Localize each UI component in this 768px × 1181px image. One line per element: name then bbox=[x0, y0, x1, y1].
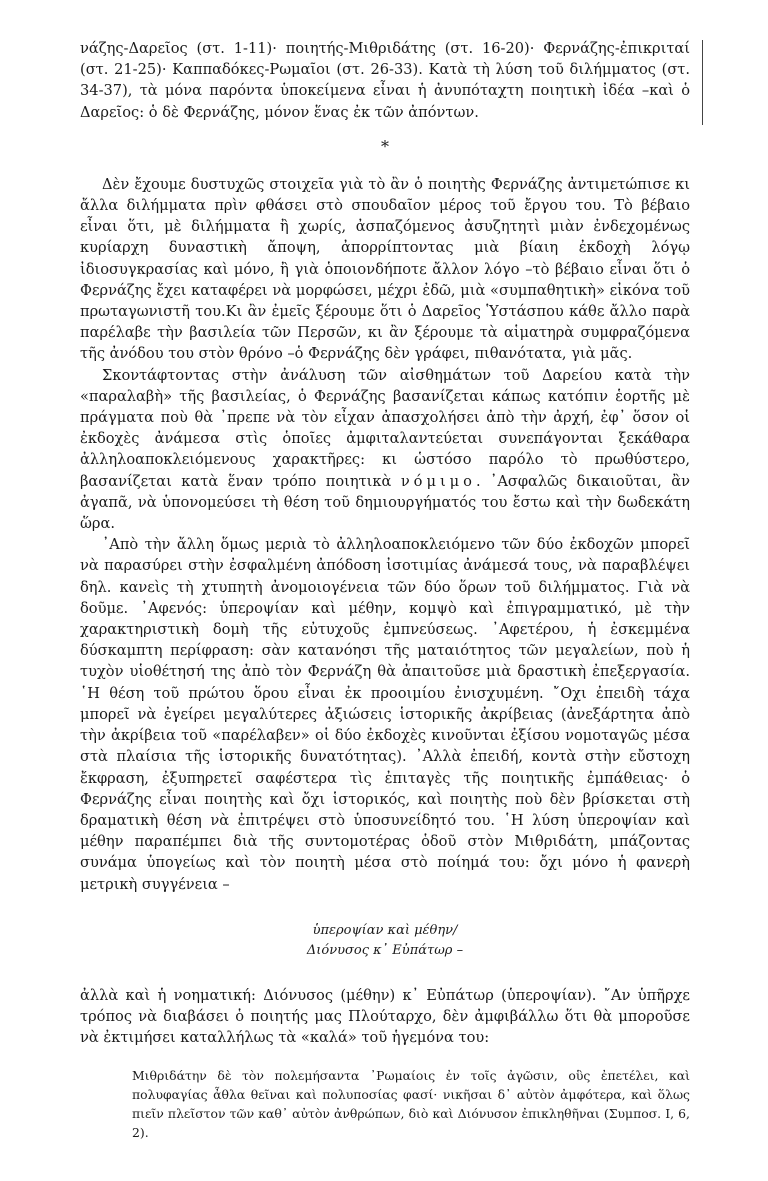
section-asterisk: * bbox=[381, 136, 389, 156]
paragraph-fernazis-dilemmas: Δὲν ἔχουμε δυστυχῶς στοιχεῖα γιὰ τὸ ἂν ὁ ποιητὴς Φερνάζης ἀντιμετώπισε κι ἄλλα διλήμματα πρὶν φθάσει στὸ σπουδαῖον μέρος τοῦ ἔργου του. Τὸ βέβαιο εἶναι ὅτι, μὲ διλήμματα ἢ χωρίς, ἀσπαζόμενος ἀσυζητητὶ μιὰν ἐνδεχομένως κυρίαρχη δυναστικὴ ἄποψη, ἀπορρίπτοντας μιὰ βίαιη ἐκδοχὴ λόγῳ ἰδιοσυγκρασίας καὶ μόνο, ἢ γιὰ ὁποιονδήποτε ἄλλον λόγο –τὸ βέβαιο εἶναι ὅτι ὁ Φερνάζης ἔχει καταφέρει νὰ μορφώσει, μέχρι ἐδῶ, μιὰ «συμπαθητικὴ» εἰκόνα τοῦ πρωταγωνιστῆ του.Κι ἂν ἐμεῖς ξέρουμε ὅτι ὁ Δαρεῖος Ὑστάσπου κάθε ἄλλο παρὰ παρέλαβε τὴν βασιλεία τῶν Περσῶν, κι ἂν ξέρουμε τὰ αἱματηρὰ συμφραζόμενα τῆς ἀνόδου του στὸν θρόνο –ὁ Φερνάζης δὲν γράφει, πιθανότατα, γιὰ μᾶς. bbox=[80, 175, 690, 363]
emphasized-word-nomimo: νόμιμο bbox=[400, 472, 476, 490]
paragraph-intro: νάζης-Δαρεῖος (στ. 1-11)· ποιητής-Μιθριδάτης (στ. 16-20)· Φερνάζης-ἐπικριταί (στ. 21-25)· Καππαδόκες-Ρωμαῖοι (στ. 26-33). Κατὰ τὴ λύση τοῦ διλήμματος (στ. 34-37), τὰ μόνα παρόντα ὑποκείμενα εἶναι ἡ ἀνυπόταχτη ποιητικὴ ἰδέα –καὶ ὁ Δαρεῖος: ὁ δὲ Φερνάζης, μόνον ἕνας ἐκ τῶν ἀπόντων. bbox=[80, 40, 690, 121]
margin-rule bbox=[702, 40, 703, 125]
verse-line-2: Διόνυσος κ᾿ Εὐπάτωρ – bbox=[306, 942, 464, 958]
verse-line-1: ὑπεροψίαν καὶ μέθην/ bbox=[312, 922, 458, 938]
page-body bbox=[80, 38, 690, 1142]
paragraph-darius-analysis-part2: . ᾿Ασφαλῶς δικαιοῦται, ἂν ἀγαπᾶ, νὰ ὑπονομεύσει τὴ θέση τοῦ δημιουργήματός του ἔστω καὶ τὴν δωδεκάτη ὥρα. bbox=[80, 472, 690, 533]
paragraph-plutarch-intro: ἀλλὰ καὶ ἡ νοηματική: Διόνυσος (μέθην) κ᾿ Εὐπάτωρ (ὑπεροψίαν). ῎Αν ὑπῆρχε τρόπος νὰ διαβάσει ὁ ποιητής μας Πλούταρχο, δὲν ἀμφιβάλλω ὅτι θὰ μποροῦσε νὰ ἐκτιμήσει καταλλήλως τὰ «καλά» τοῦ ἡγεμόνα του: bbox=[80, 986, 690, 1047]
paragraph-darius-analysis bbox=[80, 365, 690, 535]
plutarch-quote: Μιθριδάτην δὲ τὸν πολεμήσαντα ᾿Ρωμαίοις ἐν τοῖς ἀγῶσιν, οὓς ἐπετέλει, καὶ πολυφαγίας ἆθλα θεῖναι καὶ πολυποσίας φασί· νικῆσαι δ᾿ αὐτὸν ἀμφότερα, καὶ ὅλως πιεῖν πλεῖστον τῶν καθ᾿ αὐτὸν ἀνθρώπων, διὸ καὶ Διόνυσον ἐπικληθῆναι (Συμποσ. I, 6, 2). bbox=[132, 1068, 690, 1141]
paragraph-two-versions: ᾿Απὸ τὴν ἄλλη ὅμως μεριὰ τὸ ἀλληλοαποκλειόμενο τῶν δύο ἐκδοχῶν μπορεῖ νὰ παρασύρει στὴν ἐσφαλμένη ἀπόδοση ἰσοτιμίας ἀνάμεσά τους, νὰ παραβλέψει δηλ. κανεὶς τὴ χτυπητὴ ἀνομοιογένεια τῶν δύο ὅρων τοῦ διλήμματος. Γιὰ νὰ δοῦμε. ᾿Αφενός: ὑπεροψίαν καὶ μέθην, κομψὸ καὶ ἐπιγραμματικό, μὲ τὴν χαρακτηριστικὴ δομὴ τῆς εὐτυχοῦς ἐμπνεύσεως. ᾿Αφετέρου, ἡ ἐσκεμμένα δύσκαμπτη περίφραση: σὰν κατανόησι τῆς ματαιότητος τῶν μεγαλείων, ποὺ ἡ τυχὸν υἱοθέτησή της ἀπὸ τὸν Φερνάζη θὰ ἀπαιτοῦσε μιὰ δραστικὴ ἐπεξεργασία. ῾Η θέση τοῦ πρώτου ὅρου εἶναι ἐκ προοιμίου ἐνισχυμένη. ῎Οχι ἐπειδὴ τάχα μπορεῖ νὰ ἐγείρει μεγαλύτερες ἀξιώσεις ἱστορικῆς ἀκρίβειας (ἀνεξάρτητα ἀπὸ τὴν ἀκρίβεια τοῦ «παρέλαβεν» οἱ δύο ἐκδοχὲς κινοῦνται ἐξίσου νομοταγῶς μέσα στὰ πλαίσια τῆς ἱστορικῆς δυνατότητας). ᾿Αλλὰ ἐπειδή, κοντὰ στὴν εὔστοχη ἔκφραση, ἐξυπηρετεῖ σαφέστερα τὶς ἐπιταγὲς τῆς ποιητικῆς ἐμπάθειας· ὁ Φερνάζης εἶναι ποιητὴς καὶ ὄχι ἱστορικός, καὶ ποιητὴς ποὺ δὲν βρίσκεται στὴ δραματικὴ θέση νὰ ἐπιτρέψει στὸ ὑποσυνείδητό του. ῾Η λύση ὑπεροψίαν καὶ μέθην παραπέμπει διὰ τῆς συντομοτέρας ὁδοῦ στὸν Μιθριδάτη, μπάζοντας συνάμα ὑπογείως καὶ τὸν ποιητὴ μέσα στὸ ποίημά του: ὄχι μόνο ἡ φανερὴ μετρικὴ συγγένεια – bbox=[80, 536, 690, 893]
paragraph-darius-analysis-part1: Σκοντάφτοντας στὴν ἀνάλυση τῶν αἰσθημάτων τοῦ Δαρείου κατὰ τὴν «παραλαβὴ» τῆς βασιλείας, ὁ Φερνάζης βασανίζεται κάπως κατόπιν ἑορτῆς μὲ πράγματα ποὺ θὰ ᾿πρεπε νὰ τὸν εἶχαν ἀπασχολήσει ἀπὸ τὴν ἀρχή, ἐφ᾿ ὅσον οἱ ἐκδοχὲς ἀνάμεσα στὶς ὁποῖες ἀμφιταλαντεύεται συνεπάγονται ξεκάθαρα ἀλληλοαποκλειόμενους χαρακτῆρες: κι ὡστόσο παρόλο τὸ πρωθύστερο, βασανίζεται κατὰ ἕναν τρόπο ποιητικὰ bbox=[80, 366, 690, 490]
verse-citation bbox=[80, 921, 690, 961]
